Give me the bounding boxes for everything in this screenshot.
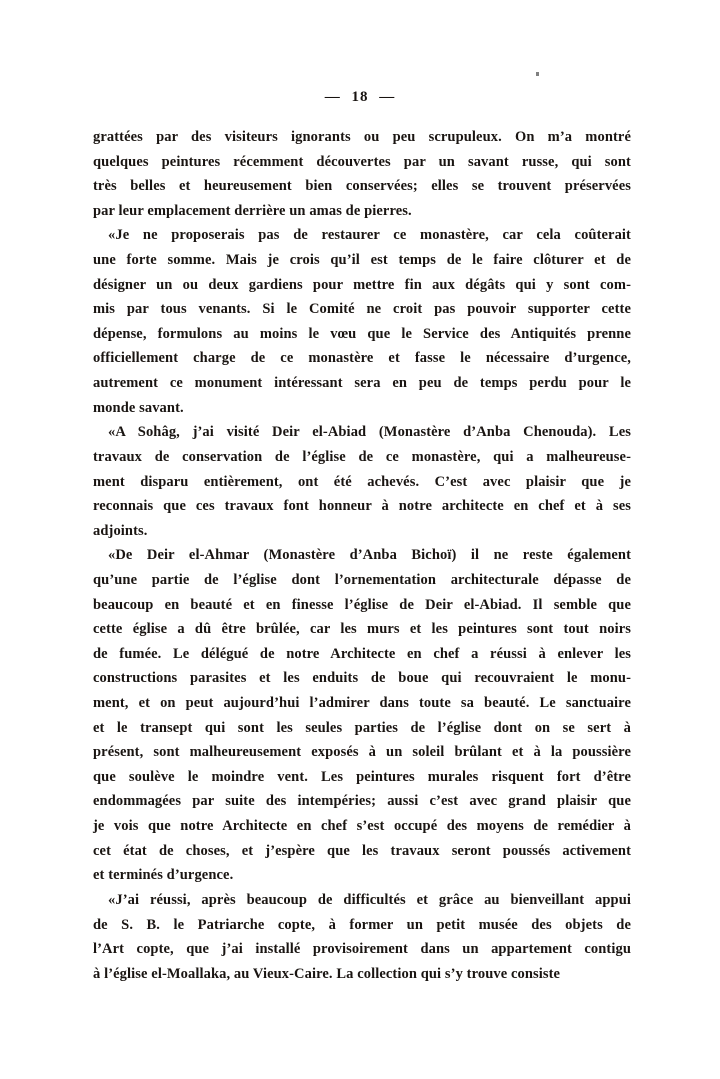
text-line: par leur emplacement derrière un amas de pierres. (93, 202, 412, 219)
text-line: je vois que notre Architecte en chef s’est occupé des moyens de remédier à (93, 818, 631, 835)
text-line: l’Art copte, que j’ai installé provisoirement dans un appartement contigu (93, 941, 631, 958)
text-line: à l’église el-Moallaka, au Vieux-Caire. La collection qui s’y trouve consiste (93, 965, 561, 982)
text-line: ment disparu entièrement, ont été achevés. C’est avec plaisir que je (93, 473, 631, 490)
page-number-header: — 18 — (324, 89, 396, 105)
text-line: «A Sohâg, j’ai visité Deir el-Abiad (Monastère d’Anba Chenouda). Les (108, 424, 631, 441)
text-line: «J’ai réussi, après beaucoup de difficultés et grâce au bienveillant appui (108, 891, 631, 908)
text-line: mis par tous venants. Si le Comité ne croit pas pouvoir supporter cette (93, 301, 631, 318)
text-line: et terminés d’urgence. (93, 867, 234, 884)
text-line: quelques peintures récemment découvertes par un savant russe, qui sont (93, 153, 631, 170)
text-line: adjoints. (93, 522, 148, 539)
text-line: ment, et on peut aujourd’hui l’admirer dans toute sa beauté. Le sanctuaire (93, 695, 631, 712)
text-line: reconnais que ces travaux font honneur à notre architecte en chef et à ses (93, 498, 631, 515)
text-line: grattées par des visiteurs ignorants ou peu scrupuleux. On m’a montré (93, 129, 631, 145)
text-line: constructions parasites et les enduits de boue qui recouvraient le monu- (93, 670, 631, 687)
text-line: cette église a dû être brûlée, car les murs et les peintures sont tout noirs (93, 621, 631, 638)
text-line: cet état de choses, et j’espère que les travaux seront poussés activement (93, 842, 631, 859)
scan-speck (536, 72, 539, 76)
text-line: une forte somme. Mais je crois qu’il est temps de le faire clôturer et de (93, 252, 631, 269)
text-line: présent, sont malheureusement exposés à un soleil brûlant et à la poussière (93, 744, 631, 761)
text-line: travaux de conservation de l’église de ce monastère, qui a malheureuse- (93, 448, 631, 465)
text-line: et le transept qui sont les seules parties de l’église dont on se sert à (93, 719, 631, 736)
text-line: endommagées par suite des intempéries; aussi c’est avec grand plaisir que (93, 793, 631, 810)
text-line: très belles et heureusement bien conservées; elles se trouvent préservées (93, 178, 631, 195)
text-line: officiellement charge de ce monastère et fasse le nécessaire d’urgence, (93, 350, 631, 367)
text-line: beaucoup en beauté et en finesse l’église de Deir el-Abiad. Il semble que (93, 596, 631, 613)
text-line: de S. B. le Patriarche copte, à former un petit musée des objets de (93, 916, 631, 933)
text-line: dépense, formulons au moins le vœu que le Service des Antiquités prenne (93, 325, 631, 342)
page-text-body (93, 125, 631, 986)
text-line: de fumée. Le délégué de notre Architecte en chef a réussi à enlever les (93, 645, 631, 662)
text-line: «Je ne proposerais pas de restaurer ce monastère, car cela coûterait (108, 227, 631, 244)
text-line: qu’une partie de l’église dont l’ornementation architecturale dépasse de (93, 571, 631, 588)
text-line: «De Deir el-Ahmar (Monastère d’Anba Bichoï) il ne reste également (108, 547, 631, 564)
text-line: monde savant. (93, 399, 184, 416)
text-line: désigner un ou deux gardiens pour mettre fin aux dégâts qui y sont com- (93, 276, 631, 293)
text-line: autrement ce monument intéressant sera en peu de temps perdu pour le (93, 375, 631, 392)
text-line: que soulève le moindre vent. Les peintures murales risquent fort d’être (93, 768, 631, 785)
